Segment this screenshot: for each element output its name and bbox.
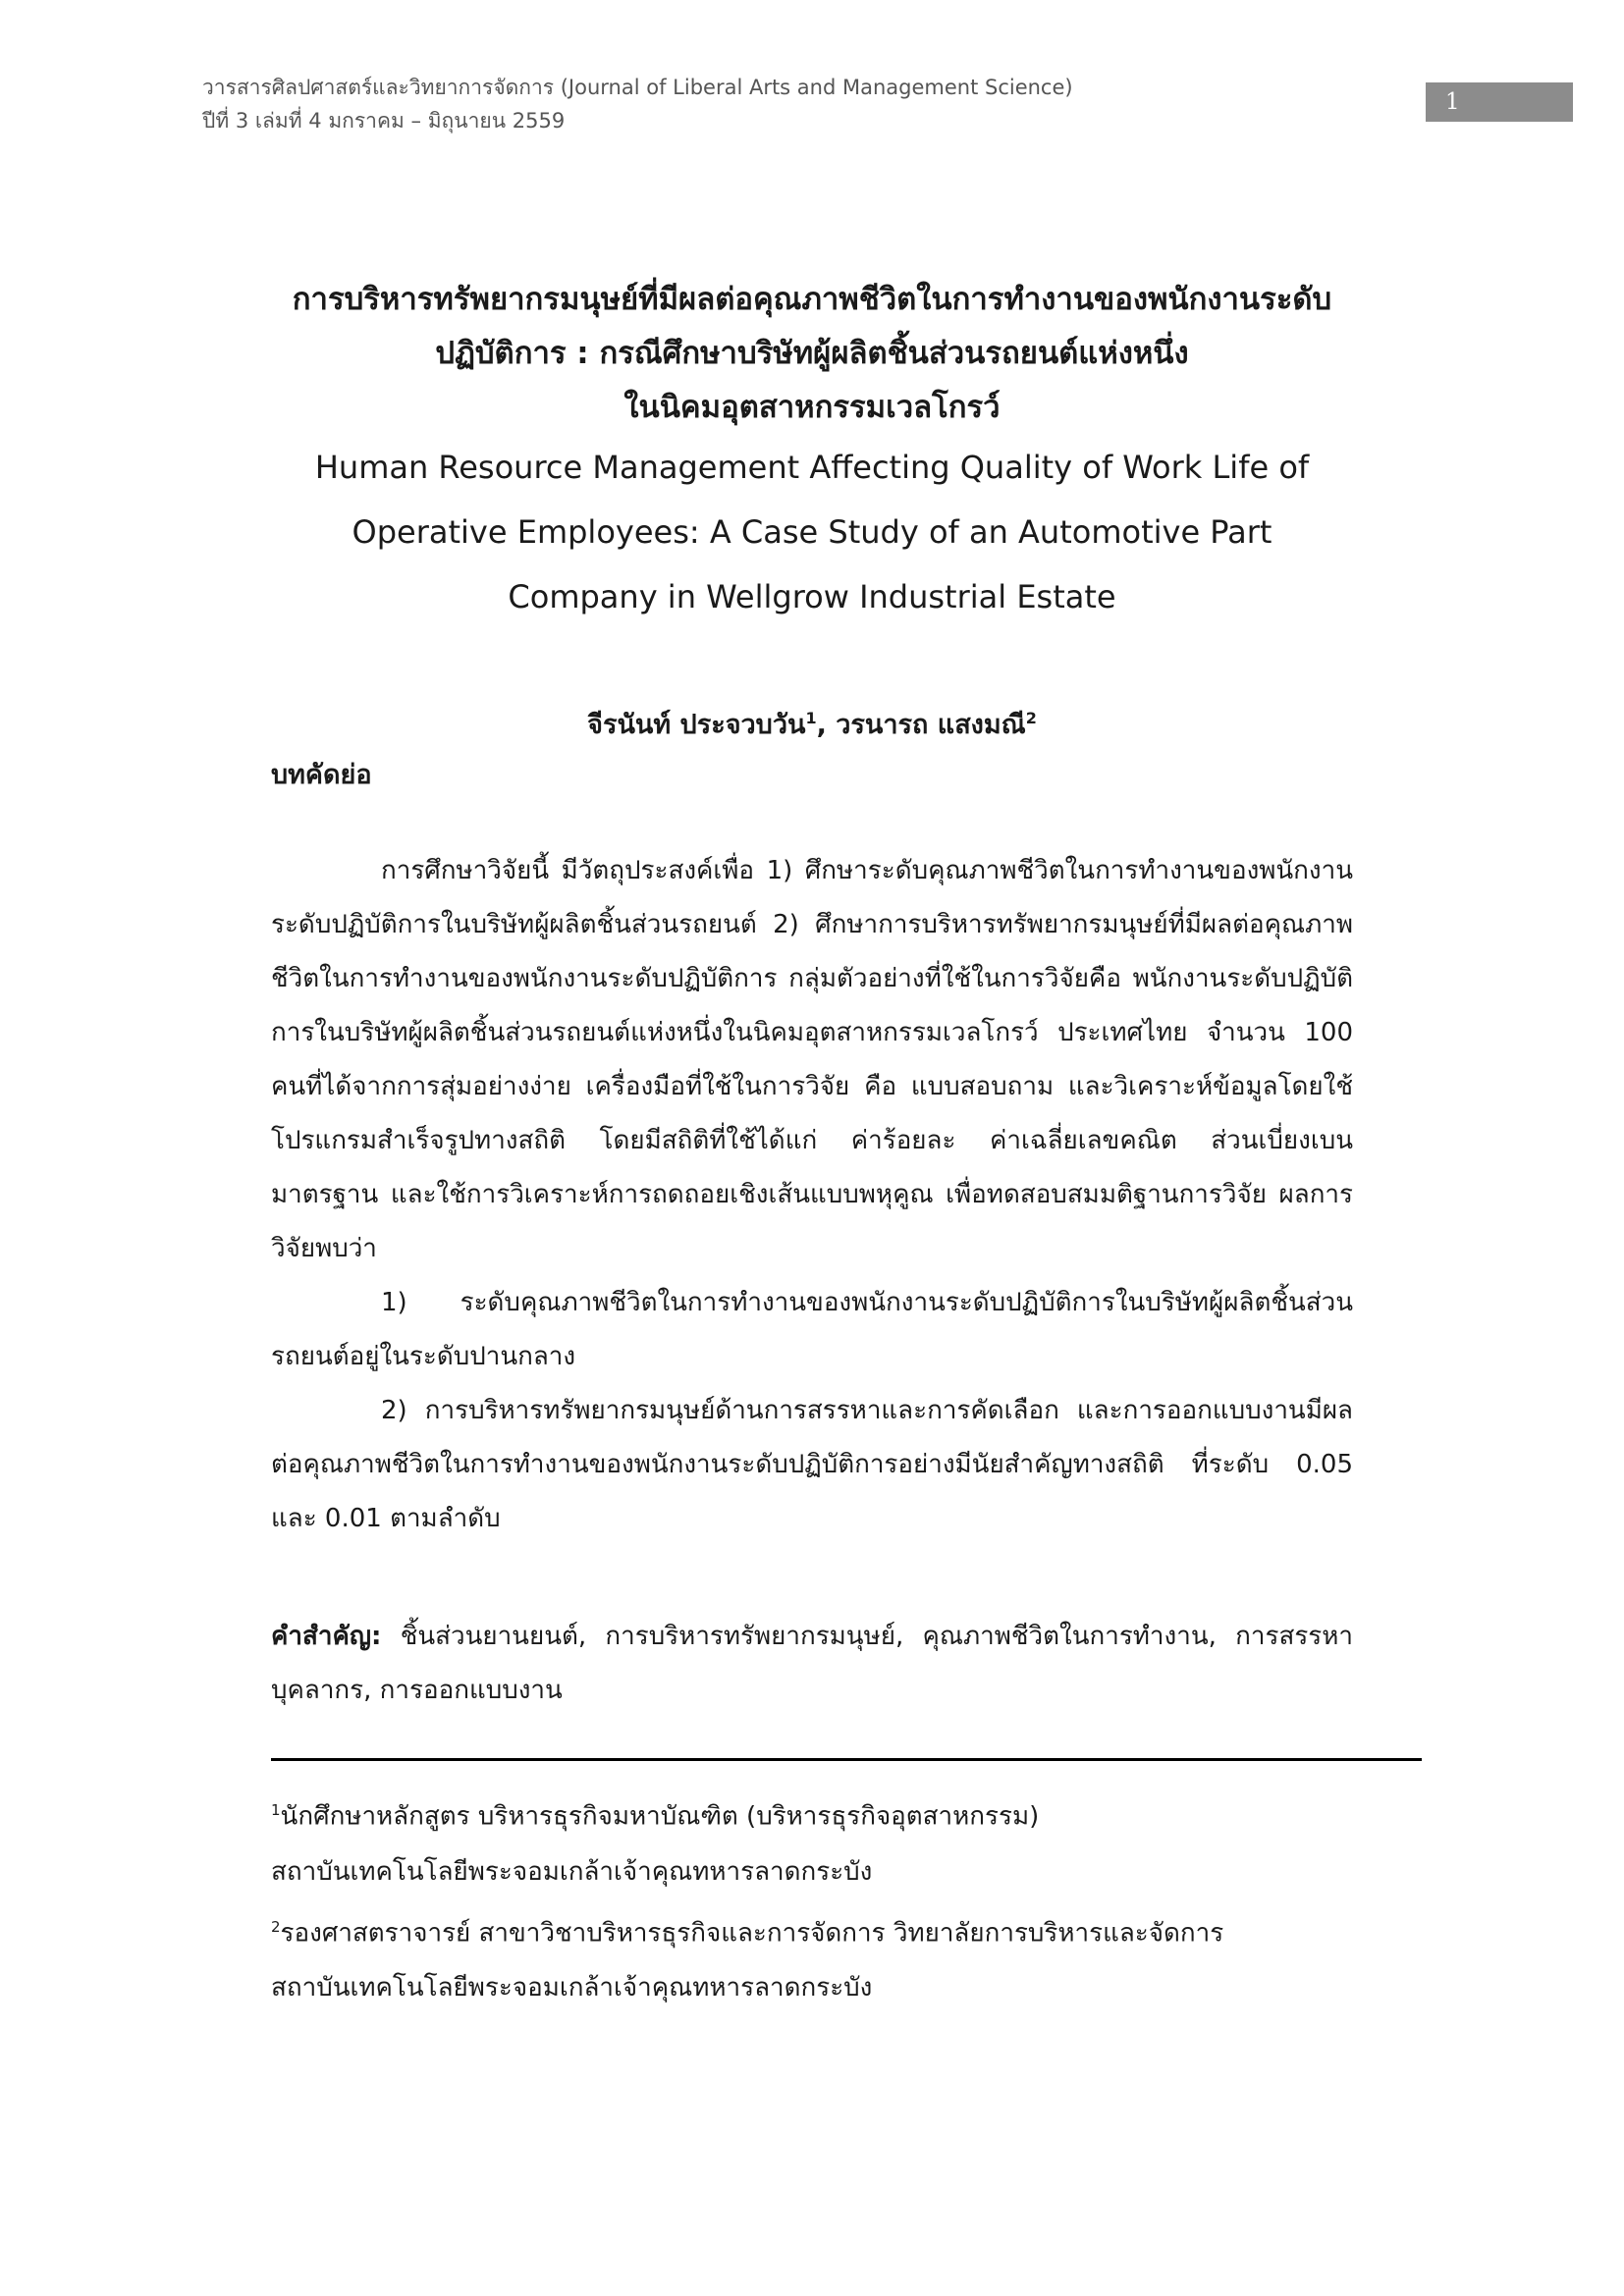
title-english-line-2: Operative Employees: A Case Study of an Automotive Part	[352, 513, 1272, 551]
footnote-2-text: รองศาสตราจารย์ สาขาวิชาบริหารธุรกิจและการจัดการ วิทยาลัยการบริหารและจัดการ	[280, 1918, 1224, 1949]
journal-name: วารสารศิลปศาสตร์และวิทยาการจัดการ (Journal of Liberal Arts and Management Science)	[202, 76, 1073, 99]
keywords-text: ชิ้นส่วนยานยนต์, การบริหารทรัพยากรมนุษย์, คุณภาพชีวิตในการทำงาน, การสรรหาบุคลากร, การออกแบบงาน	[271, 1622, 1353, 1705]
title-english-line-1: Human Resource Management Affecting Quality of Work Life of	[314, 449, 1310, 486]
abstract-paragraph: การศึกษาวิจัยนี้ มีวัตถุประสงค์เพื่อ 1) ศึกษาระดับคุณภาพชีวิตในการทำงานของพนักงานระดับปฏิบัติการในบริษัทผู้ผลิตชิ้นส่วนรถยนต์ 2) ศึกษาการบริหารทรัพยากรมนุษย์ที่มีผลต่อคุณภาพชีวิตในการทำงานของพนักงานระดับปฏิบัติการ กลุ่มตัวอย่างที่ใช้ในการวิจัยคือ พนักงานระดับปฏิบัติการในบริษัทผู้ผลิตชิ้นส่วนรถยนต์แห่งหนึ่งในนิคมอุตสาหกรรมเวลโกรว์ ประเทศไทย จำนวน 100 คนที่ได้จากการสุ่มอย่างง่าย เครื่องมือที่ใช้ในการวิจัย คือ แบบสอบถาม และวิเคราะห์ข้อมูลโดยใช้โปรแกรมสำเร็จรูปทางสถิติ โดยมีสถิติที่ใช้ได้แก่ ค่าร้อยละ ค่าเฉลี่ยเลขคณิต ส่วนเบี่ยงเบนมาตรฐาน และใช้การวิเคราะห์การถดถอยเชิงเส้นแบบพหุคูณ เพื่อทดสอบสมมติฐานการวิจัย ผลการวิจัยพบว่า	[271, 856, 1353, 1263]
journal-issue: ปีที่ 3 เล่มที่ 4 มกราคม – มิถุนายน 2559	[202, 109, 566, 133]
author-1-mark: 1	[805, 709, 817, 727]
page-number: 1	[1426, 82, 1573, 122]
footnote-1-line-1	[271, 1783, 1430, 1844]
footnote-1-text: นักศึกษาหลักสูตร บริหารธุรกิจมหาบัณฑิต (บริหารธุรกิจอุตสาหกรรม)	[280, 1801, 1040, 1832]
author-separator: ,	[816, 710, 837, 740]
title-english-line-3: Company in Wellgrow Industrial Estate	[508, 578, 1116, 615]
author-list	[216, 699, 1408, 745]
footnote-2-line-1	[271, 1899, 1430, 1961]
footnote-2-mark: 2	[271, 1917, 281, 1936]
author-2-mark: 2	[1025, 709, 1037, 727]
footnote-divider	[271, 1758, 1422, 1761]
keywords	[271, 1610, 1353, 1718]
journal-header	[202, 71, 1073, 137]
abstract-heading: บทคัดย่อ	[271, 760, 372, 790]
footnote-1-mark: 1	[271, 1801, 281, 1819]
author-2: วรนารถ แสงมณี	[836, 710, 1026, 740]
title-block	[216, 273, 1408, 629]
title-thai-line-3: ในนิคมอุตสาหกรรมเวลโกรว์	[623, 390, 1001, 425]
footnotes	[271, 1783, 1430, 2015]
abstract-finding-2: 2) การบริหารทรัพยากรมนุษย์ด้านการสรรหาและการคัดเลือก และการออกแบบงานมีผลต่อคุณภาพชีวิตในการทำงานของพนักงานระดับปฏิบัติการอย่างมีนัยสำคัญทางสถิติ ที่ระดับ 0.05 และ 0.01 ตามลำดับ	[271, 1396, 1353, 1533]
footnote-2-line-2: สถาบันเทคโนโลยีพระจอมเกล้าเจ้าคุณทหารลาดกระบัง	[271, 1973, 873, 2003]
author-1: จีรนันท์ ประจวบวัน	[587, 710, 806, 740]
keywords-label: คำสำคัญ:	[271, 1622, 382, 1651]
title-thai-line-2: ปฏิบัติการ : กรณีศึกษาบริษัทผู้ผลิตชิ้นส่วนรถยนต์แห่งหนึ่ง	[435, 336, 1189, 371]
abstract-body	[271, 844, 1353, 1546]
footnote-1-line-2: สถาบันเทคโนโลยีพระจอมเกล้าเจ้าคุณทหารลาดกระบัง	[271, 1856, 873, 1887]
title-thai-line-1: การบริหารทรัพยากรมนุษย์ที่มีผลต่อคุณภาพชีวิตในการทำงานของพนักงานระดับ	[292, 282, 1332, 317]
abstract-finding-1: 1) ระดับคุณภาพชีวิตในการทำงานของพนักงานระดับปฏิบัติการในบริษัทผู้ผลิตชิ้นส่วนรถยนต์อยู่ในระดับปานกลาง	[271, 1288, 1353, 1371]
